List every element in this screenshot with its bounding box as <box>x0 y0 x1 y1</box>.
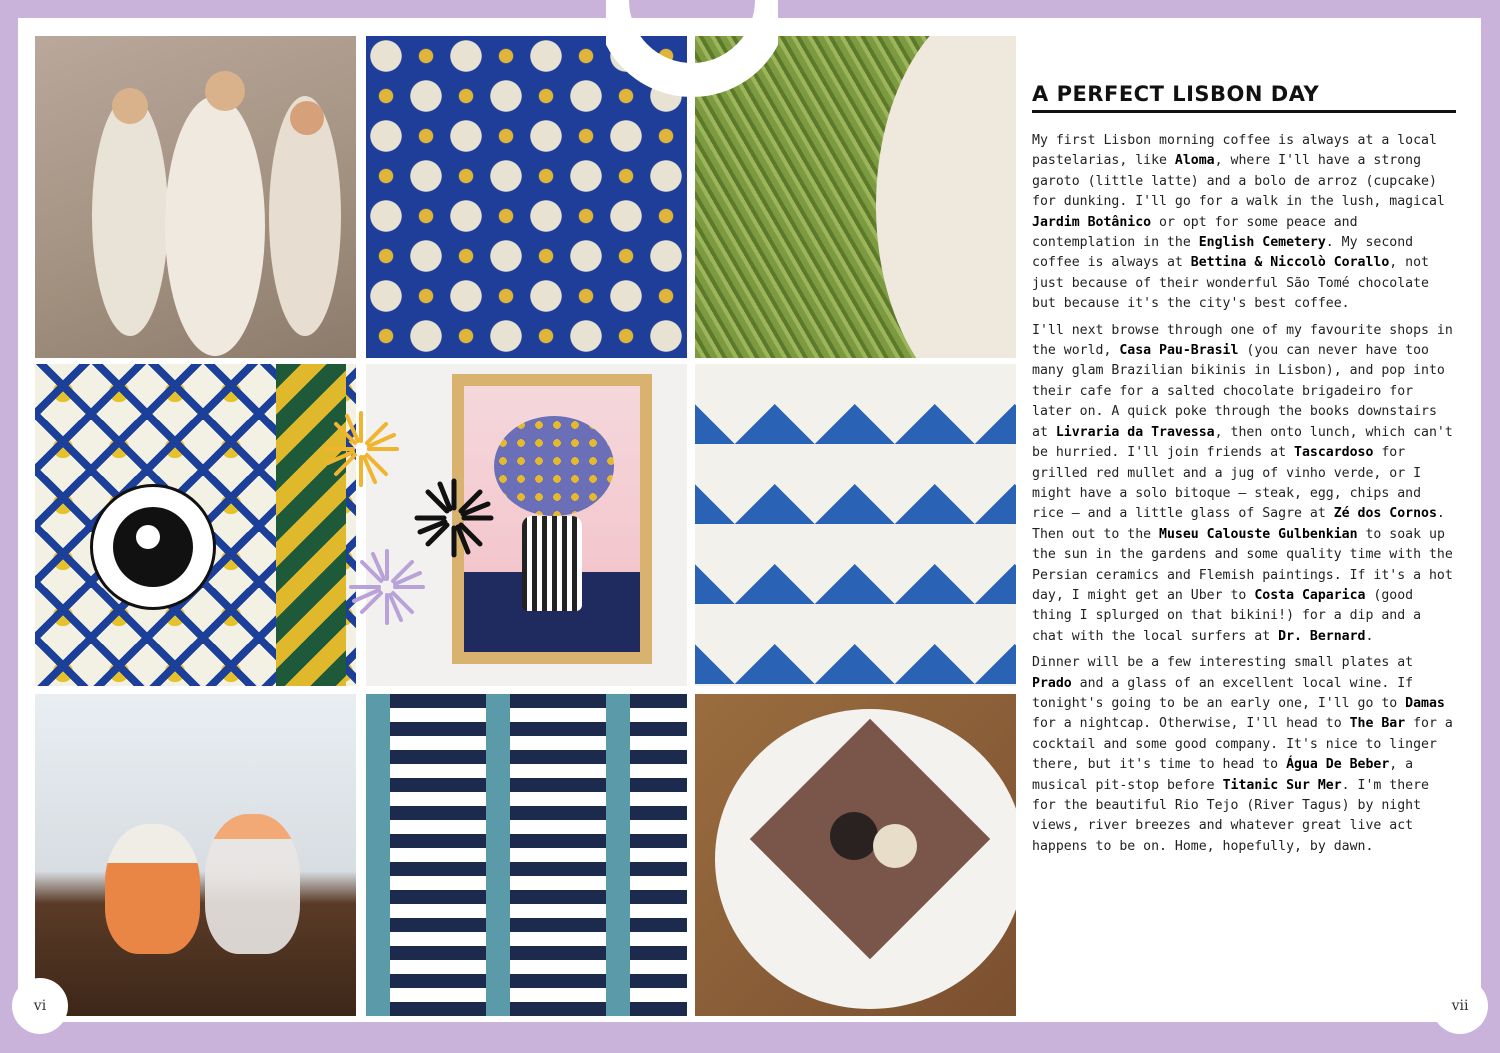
article-body <box>1032 131 1456 857</box>
half-ring-decoration <box>606 0 778 172</box>
paragraph-text: and a glass of an excellent local wine. If tonight's going to be an early one, I'll go to <box>1032 675 1414 711</box>
paragraph-text: to soak up the sun in the gardens and some quality time with the Persian ceramics and Flemish paintings. If it's a hot day, I might get an Uber to <box>1032 526 1453 603</box>
mimosa-flowers <box>494 416 614 516</box>
clear-cocktail <box>205 814 300 954</box>
article-paragraph <box>1032 321 1456 648</box>
sticker-logo <box>90 484 216 610</box>
paragraph-text: . Then out to the <box>1032 506 1445 542</box>
place-name: Titanic Sur Mer <box>1222 777 1342 793</box>
paragraph-text: (you can never have too many glam Brazilian bikinis in Lisbon), and pop into their cafe for a salted chocolate brigadeiro for later on. A quick poke through the books downstairs at <box>1032 343 1445 440</box>
paragraph-text: for a cocktail and some good company. It's nice to linger there, but it's time to head to <box>1032 716 1453 773</box>
sunburst-lilac-icon <box>348 548 426 626</box>
place-name: Aloma <box>1174 153 1215 169</box>
coconut-truffle <box>873 824 917 868</box>
paragraph-text: . <box>1365 628 1374 644</box>
place-name: Livraria da Travessa <box>1055 424 1215 440</box>
paragraph-text: for a nightcap. Otherwise, I'll head to <box>1032 716 1350 732</box>
photo-triangle-tiles <box>695 364 1016 686</box>
paragraph-text: . My second coffee is always at <box>1032 235 1414 271</box>
place-name: Bettina & Niccolò Corallo <box>1190 255 1390 271</box>
paragraph-text: . I'm there for the beautiful Rio Tejo (River Tagus) by night views, river breezes and whatever great live act happens to be on. Home, hopefully, by dawn. <box>1032 777 1429 854</box>
photo-dessert-plate <box>695 694 1016 1016</box>
paragraph-text: , a musical pit-stop before <box>1032 757 1414 793</box>
place-name: Água De Beber <box>1286 757 1390 773</box>
place-name: Damas <box>1405 695 1445 711</box>
photo-marble-statues <box>35 36 356 358</box>
striped-vase <box>522 516 582 611</box>
article-column <box>1032 82 1456 863</box>
paragraph-text: My first Lisbon morning coffee is always at a local pastelarias, like <box>1032 133 1437 169</box>
photo-geometric-tiles <box>35 364 356 686</box>
photo-cocktails <box>35 694 356 1016</box>
sticker-graphic <box>93 487 213 607</box>
place-name: English Cemetery <box>1198 235 1326 251</box>
article-paragraph <box>1032 653 1456 857</box>
place-name: Zé dos Cornos <box>1333 506 1437 522</box>
arch-wall <box>876 36 1016 358</box>
place-name: Dr. Bernard <box>1278 628 1366 644</box>
paragraph-text: or opt for some peace and contemplation in the <box>1032 214 1358 251</box>
paragraph-text: Dinner will be a few interesting small plates at <box>1032 655 1414 671</box>
paragraph-text: for grilled red mullet and a jug of vinho verde, or I might have a solo bitoque – steak, egg, chips and rice – and a little glass of Sagre at <box>1032 445 1422 522</box>
place-name: Museu Calouste Gulbenkian <box>1159 526 1358 542</box>
place-name: Casa Pau-Brasil <box>1119 343 1239 359</box>
place-name: Prado <box>1032 675 1072 691</box>
statues-illustration <box>35 36 356 358</box>
article-title: A PERFECT LISBON DAY <box>1032 82 1456 113</box>
place-name: Jardim Botânico <box>1032 214 1152 230</box>
article-paragraph <box>1032 131 1456 315</box>
chocolate-truffle <box>830 812 878 860</box>
page-number-left: vi <box>12 978 68 1034</box>
paragraph-text: , not just because of their wonderful São Tomé chocolate but because it's the city's best coffee. <box>1032 255 1429 312</box>
place-name: Costa Caparica <box>1254 587 1366 603</box>
sunburst-yellow-icon <box>322 410 400 488</box>
sunburst-black-icon <box>414 478 494 558</box>
page-number-right: vii <box>1432 978 1488 1034</box>
paragraph-text: (good thing I splurged on that bikini!) for a dip and a chat with the local surfers at <box>1032 587 1422 644</box>
orange-cocktail <box>105 824 200 954</box>
paragraph-text: I'll next browse through one of my favourite shops in the world, <box>1032 322 1453 359</box>
paragraph-text: , where I'll have a strong garoto (little latte) and a bolo de arroz (cupcake) for dunking. I'll go for a walk in the lush, magical <box>1032 153 1445 210</box>
place-name: The Bar <box>1349 716 1406 732</box>
photo-patterned-tiles <box>366 694 687 1016</box>
place-name: Tascardoso <box>1294 445 1374 461</box>
paragraph-text: , then onto lunch, which can't be hurried. I'll join friends at <box>1032 424 1453 461</box>
